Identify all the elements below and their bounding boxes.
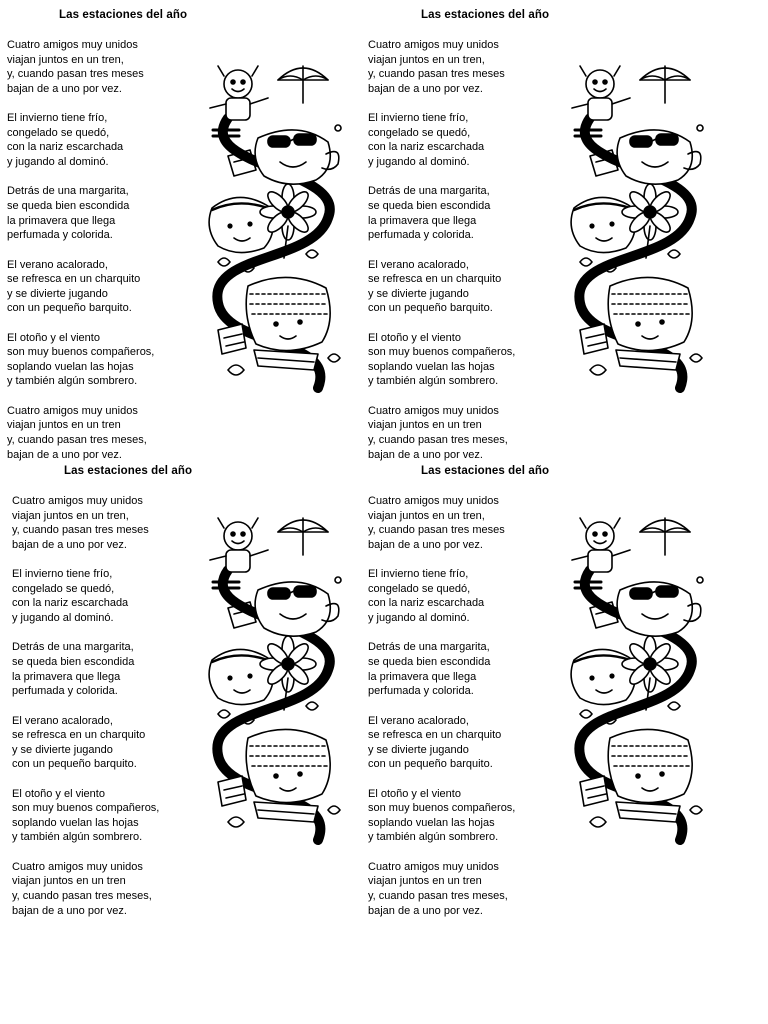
poem-line: bajan de a uno por vez. <box>7 82 122 95</box>
poem-line: son muy buenos compañeros, <box>368 802 516 815</box>
poem-stanza <box>7 404 154 462</box>
poem-line: viajan juntos en un tren <box>368 419 482 432</box>
poem-line: y, cuando pasan tres meses <box>7 68 144 81</box>
poem-line: soplando vuelan las hojas <box>7 360 134 373</box>
poem-stanza <box>368 331 515 389</box>
poem-stanza <box>368 258 515 316</box>
poem-line: viajan juntos en un tren, <box>7 53 124 66</box>
poem-line: son muy buenos compañeros, <box>368 346 516 359</box>
poem-line: y, cuando pasan tres meses, <box>7 434 147 447</box>
poem-line: viajan juntos en un tren <box>7 419 121 432</box>
poem-stanza <box>368 640 515 698</box>
poem-title: Las estaciones del año <box>421 9 550 21</box>
seasons-train-illustration <box>560 58 708 398</box>
poem-line: Cuatro amigos muy unidos <box>7 404 138 417</box>
poem-line: perfumada y colorida. <box>7 229 113 242</box>
poem-line: son muy buenos compañeros, <box>7 346 155 359</box>
poem-line: viajan juntos en un tren <box>12 875 126 888</box>
poem-stanza <box>368 404 515 462</box>
poem-line: y también algún sombrero. <box>368 375 499 388</box>
poem-line: con un pequeño barquito. <box>7 302 132 315</box>
poem-line: El otoño y el viento <box>368 331 461 344</box>
poem-body <box>12 494 159 918</box>
poem-line: se queda bien escondida <box>12 655 135 668</box>
seasons-train-illustration <box>198 58 346 398</box>
poem-line: y también algún sombrero. <box>12 831 143 844</box>
poem-stanza <box>12 567 159 625</box>
poem-stanza <box>7 38 154 96</box>
poem-line: y, cuando pasan tres meses <box>368 68 505 81</box>
poem-line: con la nariz escarchada <box>12 597 129 610</box>
poem-line: El invierno tiene frío, <box>7 112 108 125</box>
poem-line: la primavera que llega <box>368 214 477 227</box>
poem-panel-bottom-right <box>360 458 720 917</box>
poem-stanza <box>7 111 154 169</box>
seasons-train-illustration <box>560 510 708 850</box>
poem-line: Cuatro amigos muy unidos <box>7 39 138 51</box>
poem-stanza <box>12 640 159 698</box>
poem-stanza <box>368 111 515 169</box>
poem-line: El verano acalorado, <box>368 258 469 271</box>
poem-line: la primavera que llega <box>12 670 121 683</box>
poem-line: Cuatro amigos muy unidos <box>12 860 143 873</box>
poem-line: Detrás de una margarita, <box>368 641 490 654</box>
poem-line: y, cuando pasan tres meses, <box>12 890 152 903</box>
poem-line: se refresca en un charquito <box>368 729 502 742</box>
poem-line: y, cuando pasan tres meses, <box>368 434 508 447</box>
poem-line: bajan de a uno por vez. <box>368 538 483 551</box>
poem-stanza <box>368 860 515 918</box>
poem-line: El invierno tiene frío, <box>368 112 469 125</box>
poem-line: El verano acalorado, <box>7 258 108 271</box>
poem-line: bajan de a uno por vez. <box>12 538 127 551</box>
poem-line: perfumada y colorida. <box>368 685 474 698</box>
poem-line: la primavera que llega <box>7 214 116 227</box>
poem-body <box>368 494 515 918</box>
poem-stanza <box>7 258 154 316</box>
poem-line: soplando vuelan las hojas <box>368 816 495 829</box>
poem-line: congelado se quedó, <box>7 126 110 139</box>
poem-line: y se divierte jugando <box>368 743 469 756</box>
poem-title: Las estaciones del año <box>59 9 188 21</box>
poem-line: y jugando al dominó. <box>12 611 114 624</box>
poem-line: bajan de a uno por vez. <box>7 448 122 461</box>
poem-line: viajan juntos en un tren, <box>12 509 129 522</box>
poem-line: y también algún sombrero. <box>368 831 499 844</box>
poem-line: soplando vuelan las hojas <box>12 816 139 829</box>
poem-line: y, cuando pasan tres meses, <box>368 890 508 903</box>
poem-line: viajan juntos en un tren <box>368 875 482 888</box>
poem-line: Cuatro amigos muy unidos <box>368 860 499 873</box>
poem-line: Detrás de una margarita, <box>368 185 490 198</box>
poem-line: con un pequeño barquito. <box>368 758 493 771</box>
poem-line: Cuatro amigos muy unidos <box>368 495 499 507</box>
poem-line: y jugando al dominó. <box>7 155 109 168</box>
poem-panel-top-left <box>0 0 360 461</box>
poem-stanza <box>368 714 515 772</box>
poem-line: bajan de a uno por vez. <box>12 904 127 917</box>
poem-line: Detrás de una margarita, <box>7 185 129 198</box>
poem-line: se refresca en un charquito <box>7 273 141 286</box>
poem-stanza <box>12 494 159 552</box>
poem-line: y jugando al dominó. <box>368 611 470 624</box>
seasons-train-illustration <box>198 510 346 850</box>
poem-line: Cuatro amigos muy unidos <box>368 404 499 417</box>
poem-line: con la nariz escarchada <box>7 141 124 154</box>
poem-line: y, cuando pasan tres meses <box>12 524 149 537</box>
poem-line: con la nariz escarchada <box>368 597 485 610</box>
poem-stanza <box>368 567 515 625</box>
autumn-child-icon <box>580 729 702 827</box>
poem-line: El verano acalorado, <box>12 714 113 727</box>
poem-line: perfumada y colorida. <box>368 229 474 242</box>
poem-line: bajan de a uno por vez. <box>368 904 483 917</box>
poem-stanza <box>7 184 154 242</box>
poem-line: se refresca en un charquito <box>368 273 502 286</box>
poem-stanza <box>12 787 159 845</box>
poem-line: El invierno tiene frío, <box>12 568 113 581</box>
autumn-child-icon <box>218 729 340 827</box>
poem-line: Detrás de una margarita, <box>12 641 134 654</box>
poem-line: y también algún sombrero. <box>7 375 138 388</box>
poem-stanza <box>368 787 515 845</box>
poem-panel-top-right <box>360 0 720 461</box>
poem-body <box>7 38 154 462</box>
poem-line: El invierno tiene frío, <box>368 568 469 581</box>
poem-line: El otoño y el viento <box>12 787 105 800</box>
poem-title: Las estaciones del año <box>421 465 550 477</box>
autumn-child-icon <box>580 277 702 375</box>
poem-line: con un pequeño barquito. <box>368 302 493 315</box>
poem-line: y jugando al dominó. <box>368 155 470 168</box>
poem-line: con un pequeño barquito. <box>12 758 137 771</box>
poem-line: se queda bien escondida <box>7 199 130 212</box>
poem-line: El otoño y el viento <box>7 331 100 344</box>
poem-line: congelado se quedó, <box>12 582 115 595</box>
poem-line: y, cuando pasan tres meses <box>368 524 505 537</box>
poem-line: viajan juntos en un tren, <box>368 509 485 522</box>
poem-stanza <box>368 184 515 242</box>
poem-stanza <box>12 714 159 772</box>
poem-line: perfumada y colorida. <box>12 685 118 698</box>
poem-line: viajan juntos en un tren, <box>368 53 485 66</box>
poem-line: la primavera que llega <box>368 670 477 683</box>
poem-stanza <box>12 860 159 918</box>
poem-stanza <box>7 331 154 389</box>
poem-line: soplando vuelan las hojas <box>368 360 495 373</box>
poem-body <box>368 38 515 462</box>
poem-line: Cuatro amigos muy unidos <box>368 39 499 51</box>
poem-title: Las estaciones del año <box>64 465 193 477</box>
poem-line: bajan de a uno por vez. <box>368 448 483 461</box>
poem-line: y se divierte jugando <box>12 743 113 756</box>
poem-line: bajan de a uno por vez. <box>368 82 483 95</box>
poem-stanza <box>368 38 515 96</box>
poem-line: se queda bien escondida <box>368 199 491 212</box>
poem-line: y se divierte jugando <box>368 287 469 300</box>
poem-line: se queda bien escondida <box>368 655 491 668</box>
poem-line: se refresca en un charquito <box>12 729 146 742</box>
poem-panel-bottom-left <box>0 458 360 917</box>
poem-line: El otoño y el viento <box>368 787 461 800</box>
poem-stanza <box>368 494 515 552</box>
poem-line: congelado se quedó, <box>368 126 471 139</box>
poem-line: El verano acalorado, <box>368 714 469 727</box>
poem-line: Cuatro amigos muy unidos <box>12 495 143 507</box>
poem-line: congelado se quedó, <box>368 582 471 595</box>
poem-line: con la nariz escarchada <box>368 141 485 154</box>
poem-line: son muy buenos compañeros, <box>12 802 160 815</box>
autumn-child-icon <box>218 277 340 375</box>
poem-line: y se divierte jugando <box>7 287 108 300</box>
